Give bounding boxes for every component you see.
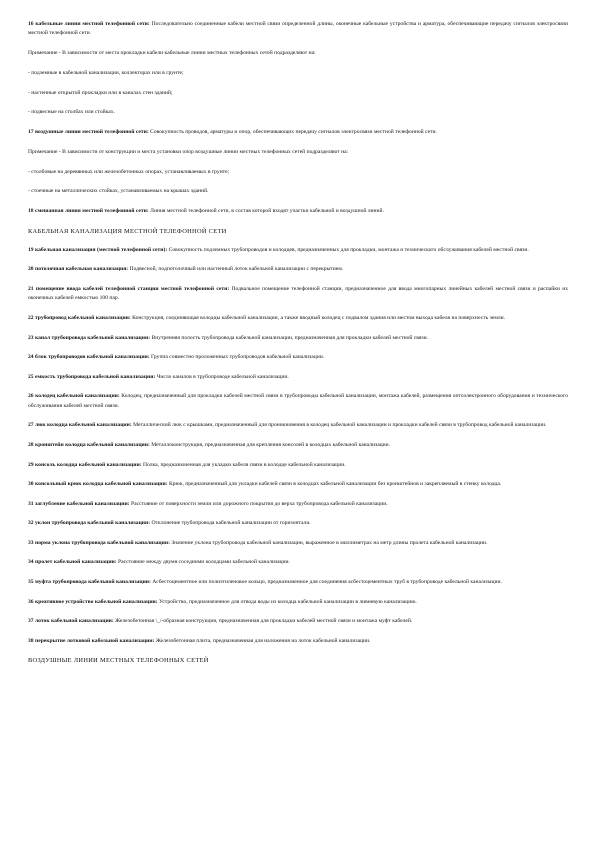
- definition-17: [28, 128, 568, 137]
- term-16: 16 кабельные линии местной телефонной сети:: [28, 21, 150, 27]
- term-24: 24 блок трубопроводов кабельной канализации:: [28, 354, 150, 361]
- term-34: 34 пролет кабельной канализации:: [28, 559, 117, 566]
- term-17: 17 воздушные линии местной телефонной сети:: [28, 129, 149, 136]
- note-16: Примечание - В зависимости от места прокладки кабели кабельные линии местных телефонных сетей подразделяют на:: [28, 50, 316, 56]
- definition-27: [28, 421, 568, 430]
- definition-text-17: Совокупность проводов, арматуры и опор, обеспечивающих передачу сигналов электросвязи местной телефонной сети.: [148, 129, 437, 136]
- definition-33: [28, 539, 568, 548]
- list-item-underground: - подземные в кабельной канализации, коллекторах или в грунте;: [28, 69, 184, 76]
- section-heading-cable-duct: КАБЕЛЬНАЯ КАНАЛИЗАЦИЯ МЕСТНОЙ ТЕЛЕФОННОЙ СЕТИ: [28, 227, 227, 235]
- definition-18: [28, 207, 568, 216]
- definition-31: [28, 500, 568, 509]
- definition-text-20: Подвесной, подпотолочный или настенный лоток кабельной канализации с перекрытием.: [128, 266, 344, 273]
- document-body: [28, 20, 568, 675]
- definition-text-16: Последовательно соединенные кабели местной связи определенной длины, оконечные кабельные устройства и арматура, обеспечивающие передачу сигналов электросвязи местной телефонной сети.: [28, 21, 568, 37]
- term-18: 18 смешанная линия местной телефонной сети:: [28, 208, 149, 215]
- term-23: 23 канал трубопровода кабельной канализации:: [28, 334, 151, 341]
- term-20: 20 потолочная кабельная канализация:: [28, 266, 129, 273]
- definition-text-38: Железобетонная плита, предназначенная для наложения на лоток кабельной канализации.: [154, 637, 371, 644]
- definition-37: [28, 617, 568, 626]
- definition-16: [28, 20, 568, 39]
- term-21: 21 помещение ввода кабелей телефонной станции местной телефонной сети:: [28, 285, 230, 292]
- definition-text-28: Металлоконструкция, предназначенная для крепления консолей в колодцах кабельной канализации.: [149, 441, 391, 448]
- term-29: 29 консоль колодца кабельной канализации:: [28, 461, 142, 468]
- term-22: 22 трубопровод кабельной канализации:: [28, 314, 131, 321]
- term-35: 35 муфта трубопровода кабельной канализации:: [28, 579, 151, 586]
- definition-25: [28, 373, 568, 382]
- definition-text-25: Число каналов в трубопроводе кабельной канализации.: [155, 373, 289, 380]
- list-item-suspended: - подвесные на столбах или стойках.: [28, 109, 115, 116]
- term-33: 33 норма уклона трубопровода кабельной канализации:: [28, 539, 170, 546]
- definition-text-36: Устройство, предназначенное для отвода воды из колодца кабельной канализации в ливневую канализацию.: [157, 598, 417, 605]
- term-30: 30 консольный крюк колодца кабельной канализации:: [28, 481, 168, 488]
- section-heading-overhead-lines: ВОЗДУШНЫЕ ЛИНИИ МЕСТНЫХ ТЕЛЕФОННЫХ СЕТЕЙ: [28, 657, 209, 665]
- definition-text-19: Совокупность подземных трубопроводов и колодцев, предназначенных для прокладки, монтажа и технического обслуживания кабелей местной связи.: [167, 246, 529, 253]
- definition-text-18: Линия местной телефонной сети, в состав которой входят участки кабельной и воздушной линий.: [148, 208, 384, 215]
- definition-text-27: Металлический люк с крышками, предназначенный для проникновения в колодец кабельной канализации и прокладки кабелей связи в трубопровод кабельной канализации.: [131, 422, 547, 429]
- definition-text-30: Крюк, предназначенный для укладки кабелей связи в колодцах кабельной канализации без кронштейнов и закрепляемый в стенку колодца.: [167, 481, 502, 488]
- definition-26: [28, 392, 568, 411]
- definition-text-24: Группа совместно проложенных трубопроводов кабельной канализации.: [149, 354, 325, 361]
- term-32: 32 уклон трубопровода кабельной канализации:: [28, 520, 151, 527]
- definition-23: [28, 334, 568, 343]
- definition-19: [28, 246, 568, 255]
- term-27: 27 люк колодца кабельной канализации:: [28, 422, 132, 429]
- definition-24: [28, 353, 568, 362]
- list-item-wall: - настенные открытой прокладки или в каналах стен зданий;: [28, 89, 173, 96]
- term-38: 38 перекрытие лотковой кабельной канализации:: [28, 637, 155, 644]
- definition-21: [28, 285, 568, 304]
- definition-text-21: Подвальное помещение телефонной станции, предназначенное для ввода многопарных линейных кабелей местной связи и распайки их оконечных кабелей емкостью 100 пар.: [28, 285, 568, 302]
- definition-38: [28, 637, 568, 646]
- definition-text-34: Расстояние между двумя соседними колодцами кабельной канализации.: [116, 559, 290, 566]
- definition-36: [28, 598, 568, 607]
- definition-text-37: Железобетонная \_/-образная конструкция, предназначенная для прокладки кабелей местной связи и монтажа муфт кабелей.: [113, 618, 413, 625]
- definition-text-26: Колодец, предназначенный для прокладки кабелей местной связи в трубопроводы кабельной канализации, монтажа кабелей, размещения оптоэлектронного оборудования и технического обслуживания кабелей местной связи.: [28, 393, 568, 409]
- definition-30: [28, 480, 568, 489]
- term-28: 28 кронштейн колодца кабельной канализации:: [28, 441, 150, 448]
- definition-34: [28, 558, 568, 567]
- note-17: Примечание - В зависимости от конструкции и места установки опор воздушные линии местных телефонных сетей подразделяют на:: [28, 148, 349, 155]
- definition-22: [28, 314, 568, 323]
- definition-20: [28, 265, 568, 274]
- list-item-rack: - стоечные на металлических стойках, устанавливаемых на крышах зданий.: [28, 188, 209, 195]
- list-item-pole: - столбовые на деревянных или железобетонных опорах, устанавливаемых в грунте;: [28, 168, 230, 175]
- definition-32: [28, 519, 568, 528]
- definition-text-29: Полка, предназначенная для укладки кабеля связи в колодце кабельной канализации.: [141, 461, 346, 468]
- term-31: 31 заглубление кабельной канализации:: [28, 500, 130, 507]
- term-36: 36 креативное устройство кабельной канализации:: [28, 598, 158, 605]
- definition-text-35: Асбестоцементное или полиэтиленовое кольцо, предназначенное для соединения асбестоцементных труб в трубопроводе кабельной канализации.: [150, 579, 502, 586]
- definition-text-31: Расстояние от поверхности земли или дорожного покрытия до верха трубопровода кабельной канализации.: [129, 500, 388, 507]
- definition-text-33: Значение уклона трубопровода кабельной канализации, выраженное в миллиметрах на метр длины пролета кабельной канализации.: [169, 539, 488, 546]
- definition-29: [28, 461, 568, 470]
- definition-text-23: Внутренняя полость трубопровода кабельной канализации, предназначенная для прокладки кабелей местной связи.: [150, 334, 429, 341]
- term-19: 19 кабельная канализация (местной телефонной сети):: [28, 246, 168, 253]
- term-26: 26 колодец кабельной канализации:: [28, 393, 120, 400]
- term-37: 37 лоток кабельной канализации:: [28, 618, 114, 625]
- definition-35: [28, 578, 568, 587]
- definition-28: [28, 441, 568, 450]
- term-25: 25 емкость трубопровода кабельной канализации:: [28, 373, 156, 380]
- definition-text-22: Конструкция, соединяющая колодцы кабельной канализации, а также вводный колодец с подвалом здания или местом выхода кабеля на поверхность земли.: [130, 314, 506, 321]
- definition-text-32: Отклонение трубопровода кабельной канализации от горизонтали.: [150, 520, 311, 527]
